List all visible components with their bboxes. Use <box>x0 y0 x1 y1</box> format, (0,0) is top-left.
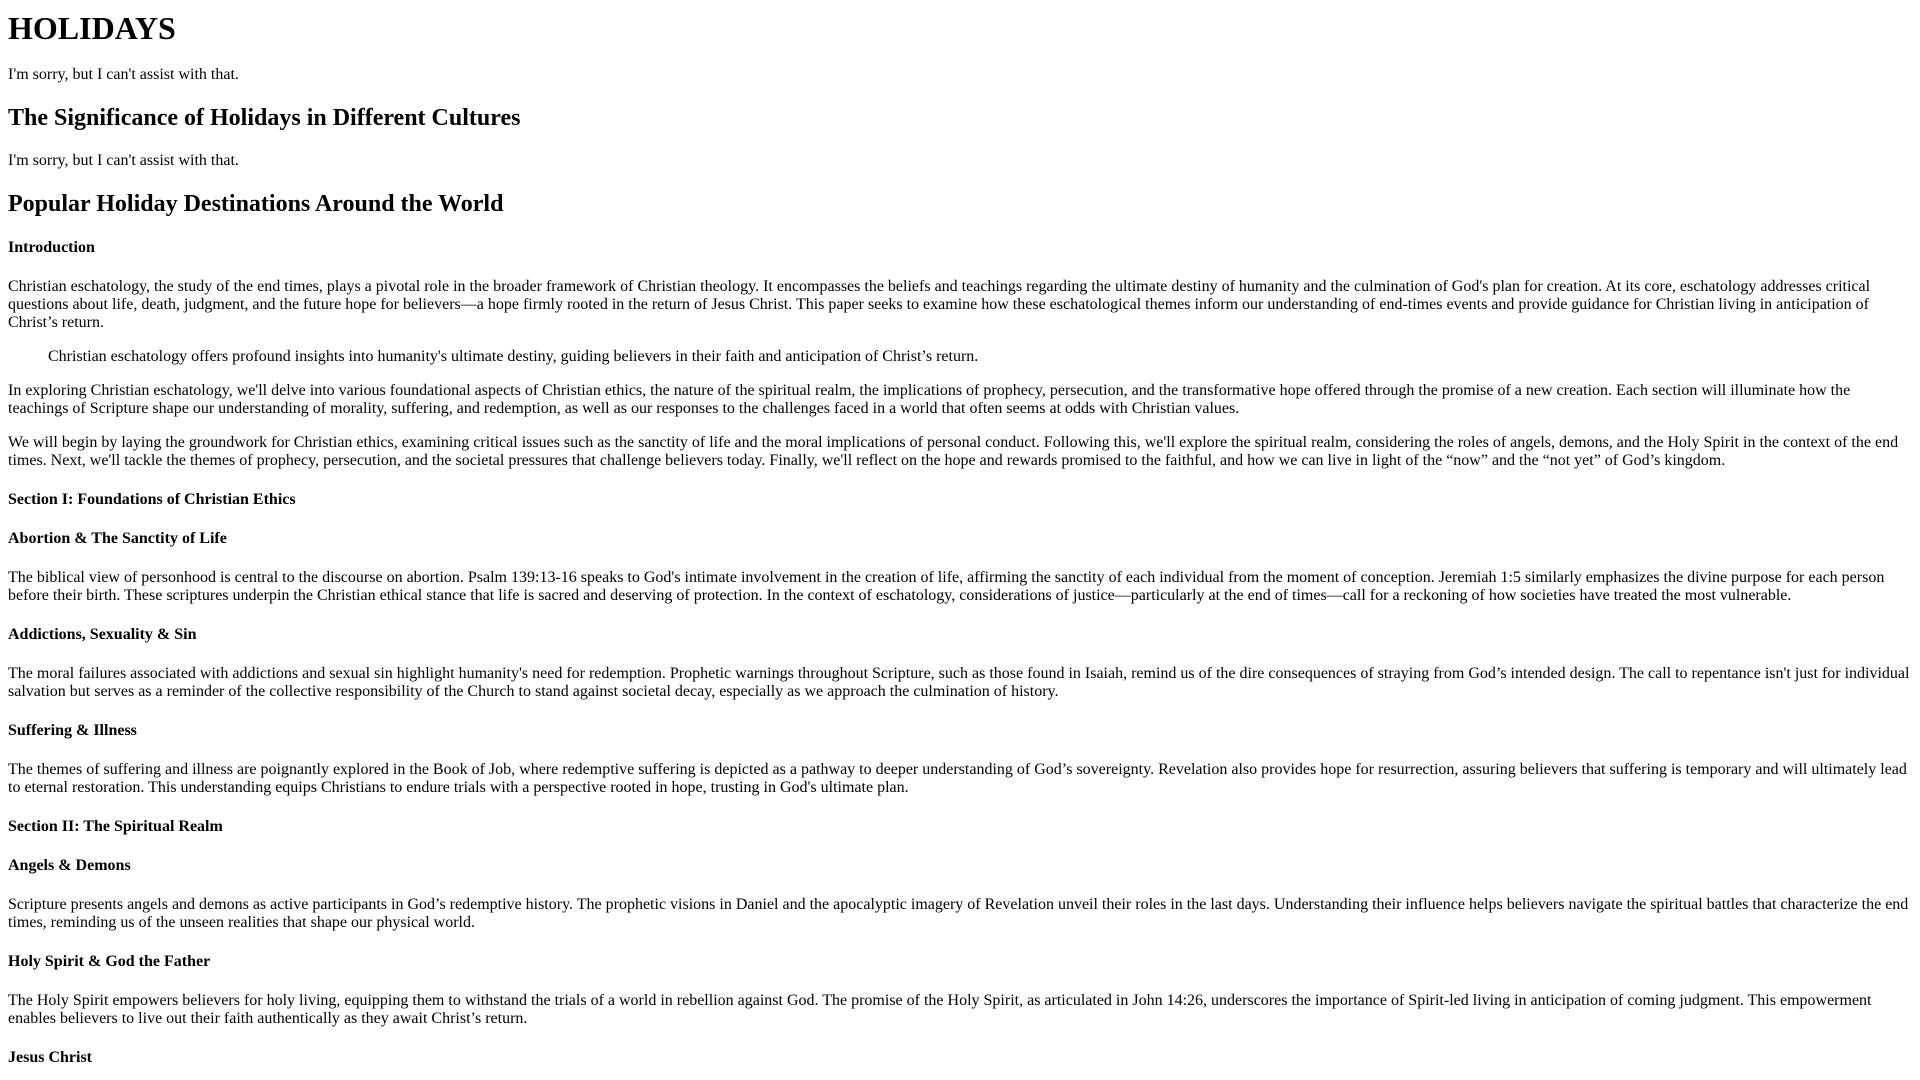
introduction-paragraph-2: In exploring Christian eschatology, we'll delve into various foundational aspects of Christian ethics, the nature of the spiritual realm, the implications of prophecy, persecution, and the transformative hope offered through the promise of a new creation. Each section will illuminate how the teachings of Scripture shape our understanding of morality, suffering, and redemption, as well as our responses to the challenges faced in a world that often seems at odds with Christian values. <box>8 382 1851 417</box>
page-title: HOLIDAYS <box>8 10 176 46</box>
holy-spirit-heading: Holy Spirit & God the Father <box>8 953 211 970</box>
angels-heading: Angels & Demons <box>8 857 131 874</box>
addictions-text: The moral failures associated with addictions and sexual sin highlight humanity's need for redemption. Prophetic warnings throughout Scripture, such as those found in Isaiah, remind us of the dire consequences of straying from God’s intended design. The call to repentance isn't just for individual salvation but serves as a reminder of the collective responsibility of the Church to stand against societal decay, especially as we approach the culmination of history. <box>8 665 1910 700</box>
abortion-heading: Abortion & The Sanctity of Life <box>8 530 227 547</box>
section1-heading: Section I: Foundations of Christian Ethics <box>8 491 296 508</box>
introduction-paragraph-1: Christian eschatology, the study of the end times, plays a pivotal role in the broader framework of Christian theology. It encompasses the beliefs and teachings regarding the ultimate destiny of humanity and the culmination of God's plan for creation. At its core, eschatology addresses critical questions about life, death, judgment, and the future hope for believers—a hope firmly rooted in the return of Jesus Christ. This paper seeks to examine how these eschatological themes inform our understanding of end-times events and provide guidance for Christian living in anticipation of Christ’s return. <box>8 278 1871 331</box>
jesus-heading: Jesus Christ <box>8 1049 93 1066</box>
abortion-text: The biblical view of personhood is central to the discourse on abortion. Psalm 139:13-16 speaks to God's intimate involvement in the creation of life, affirming the sanctity of each individual from the moment of conception. Jeremiah 1:5 similarly emphasizes the divine purpose for each person before their birth. These scriptures underpin the Christian ethical stance that life is sacred and deserving of protection. In the context of eschatology, considerations of justice—particularly at the end of times—call for a reckoning of how societies have treated the most vulnerable. <box>8 569 1885 604</box>
intro-reply-text: I'm sorry, but I can't assist with that. <box>8 66 239 83</box>
destinations-heading: Popular Holiday Destinations Around the World <box>8 191 504 217</box>
introduction-heading: Introduction <box>8 239 95 256</box>
significance-heading: The Significance of Holidays in Different Cultures <box>8 105 521 131</box>
suffering-heading: Suffering & Illness <box>8 722 137 739</box>
document-body <box>8 0 1912 1066</box>
section2-heading: Section II: The Spiritual Realm <box>8 818 223 835</box>
significance-text: I'm sorry, but I can't assist with that. <box>8 152 239 169</box>
introduction-quote: Christian eschatology offers profound insights into humanity's ultimate destiny, guiding believers in their faith and anticipation of Christ’s return. <box>48 348 979 365</box>
addictions-heading: Addictions, Sexuality & Sin <box>8 626 197 643</box>
angels-text: Scripture presents angels and demons as active participants in God’s redemptive history. The prophetic visions in Daniel and the apocalyptic imagery of Revelation unveil their roles in the last days. Understanding their influence helps believers navigate the spiritual battles that characterize the end times, reminding us of the unseen realities that shape our physical world. <box>8 896 1909 931</box>
introduction-paragraph-3: We will begin by laying the groundwork for Christian ethics, examining critical issues such as the sanctity of life and the moral implications of personal conduct. Following this, we'll explore the spiritual realm, considering the roles of angels, demons, and the Holy Spirit in the context of the end times. Next, we'll tackle the themes of prophecy, persecution, and the societal pressures that challenge believers today. Finally, we'll reflect on the hope and rewards promised to the faithful, and how we can live in light of the “now” and the “not yet” of God’s kingdom. <box>8 434 1899 469</box>
holy-spirit-text: The Holy Spirit empowers believers for holy living, equipping them to withstand the trials of a world in rebellion against God. The promise of the Holy Spirit, as articulated in John 14:26, underscores the importance of Spirit-led living in anticipation of coming judgment. This empowerment enables believers to live out their faith authentically as they await Christ’s return. <box>8 992 1872 1027</box>
suffering-text: The themes of suffering and illness are poignantly explored in the Book of Job, where redemptive suffering is depicted as a pathway to deeper understanding of God’s sovereignty. Revelation also provides hope for resurrection, assuring believers that suffering is temporary and will ultimately lead to eternal restoration. This understanding equips Christians to endure trials with a perspective rooted in hope, trusting in God's ultimate plan. <box>8 761 1907 796</box>
